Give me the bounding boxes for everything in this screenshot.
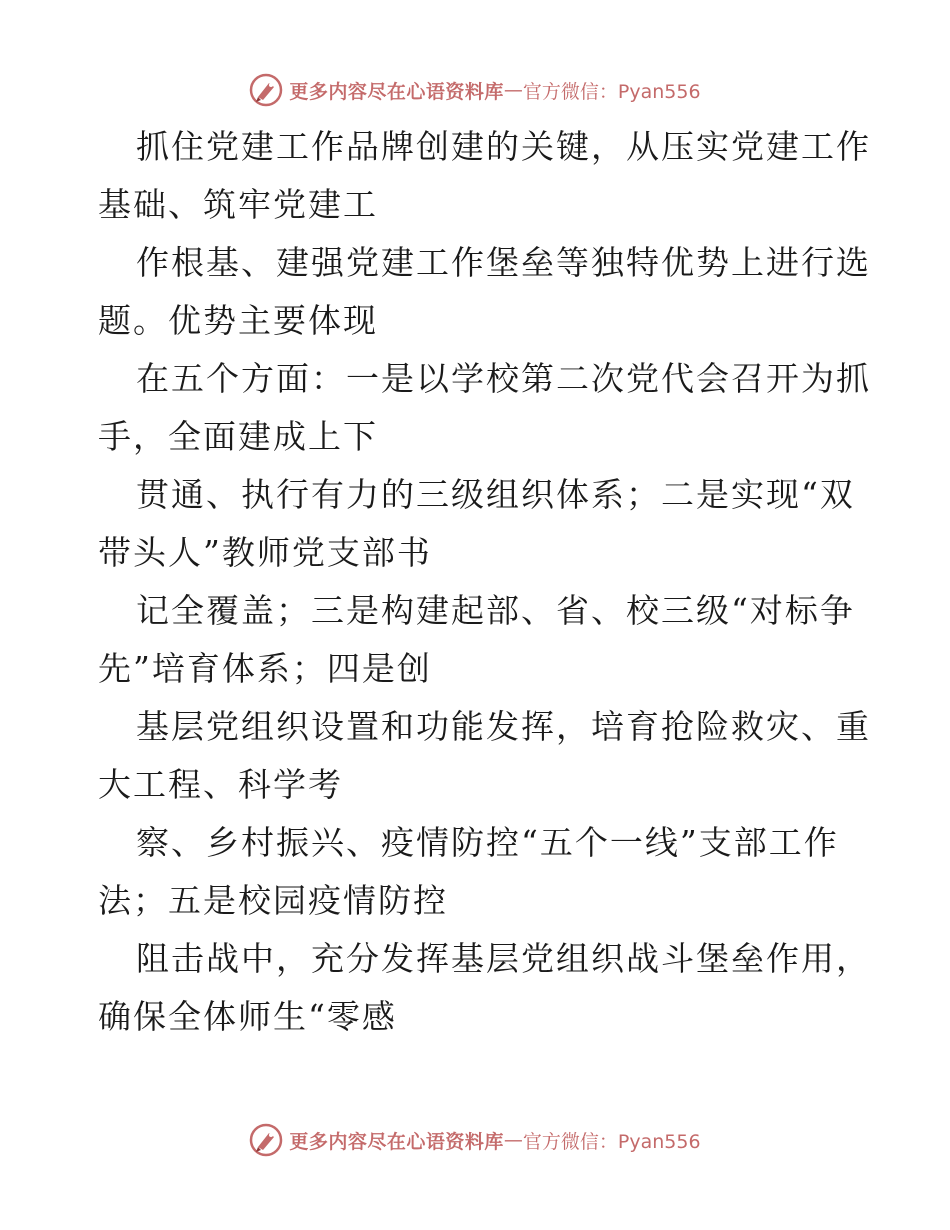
banner-wechat-label: 官方微信：Pyan556 [522, 1130, 701, 1153]
paragraph-line-first: 基层党组织设置和功能发挥，培育抢险救灾、重 [136, 707, 871, 746]
header-watermark-banner [0, 70, 950, 110]
paragraph-line-second: 确保全体师生“零感 [98, 997, 397, 1036]
paragraph [98, 698, 871, 814]
paragraph-line-second: 先”培育体系；四是创 [98, 649, 432, 688]
paragraph [98, 234, 871, 350]
paragraph-line-first: 记全覆盖；三是构建起部、省、校三级“对标争 [136, 591, 855, 630]
banner-main-text: 更多内容尽在心语资料库 [289, 80, 504, 103]
paragraph [98, 350, 871, 466]
paragraph-line-second: 大工程、科学考 [98, 765, 343, 804]
paragraph-line-first: 阻击战中，充分发挥基层党组织战斗堡垒作用， [136, 939, 871, 978]
paragraph [98, 814, 858, 930]
banner-separator: — [503, 1129, 523, 1151]
footer-watermark-banner [0, 1120, 950, 1160]
paragraph-line-second: 基础、筑牢党建工 [98, 185, 378, 224]
paragraph-line-first: 察、乡村振兴、疫情防控“五个一线”支部工作 [136, 823, 839, 862]
pen-logo-icon [249, 73, 283, 107]
document-body [98, 118, 871, 1046]
paragraph-line-first: 在五个方面：一是以学校第二次党代会召开为抓 [136, 359, 871, 398]
banner-separator: — [503, 79, 523, 101]
paragraph-line-first: 抓住党建工作品牌创建的关键，从压实党建工作 [136, 127, 871, 166]
paragraph-line-first: 作根基、建强党建工作堡垒等独特优势上进行选 [136, 243, 871, 282]
paragraph-line-second: 带头人”教师党支部书 [98, 533, 432, 572]
paragraph [98, 930, 871, 1046]
paragraph-line-first: 贯通、执行有力的三级组织体系；二是实现“双 [136, 475, 855, 514]
paragraph-line-second: 题。优势主要体现 [98, 301, 378, 340]
banner-wechat-label: 官方微信：Pyan556 [522, 80, 701, 103]
paragraph [98, 466, 858, 582]
paragraph [98, 582, 858, 698]
pen-logo-icon [249, 1123, 283, 1157]
paragraph [98, 118, 871, 234]
paragraph-line-second: 法；五是校园疫情防控 [98, 881, 448, 920]
banner-main-text: 更多内容尽在心语资料库 [289, 1130, 504, 1153]
paragraph-line-second: 手，全面建成上下 [98, 417, 378, 456]
